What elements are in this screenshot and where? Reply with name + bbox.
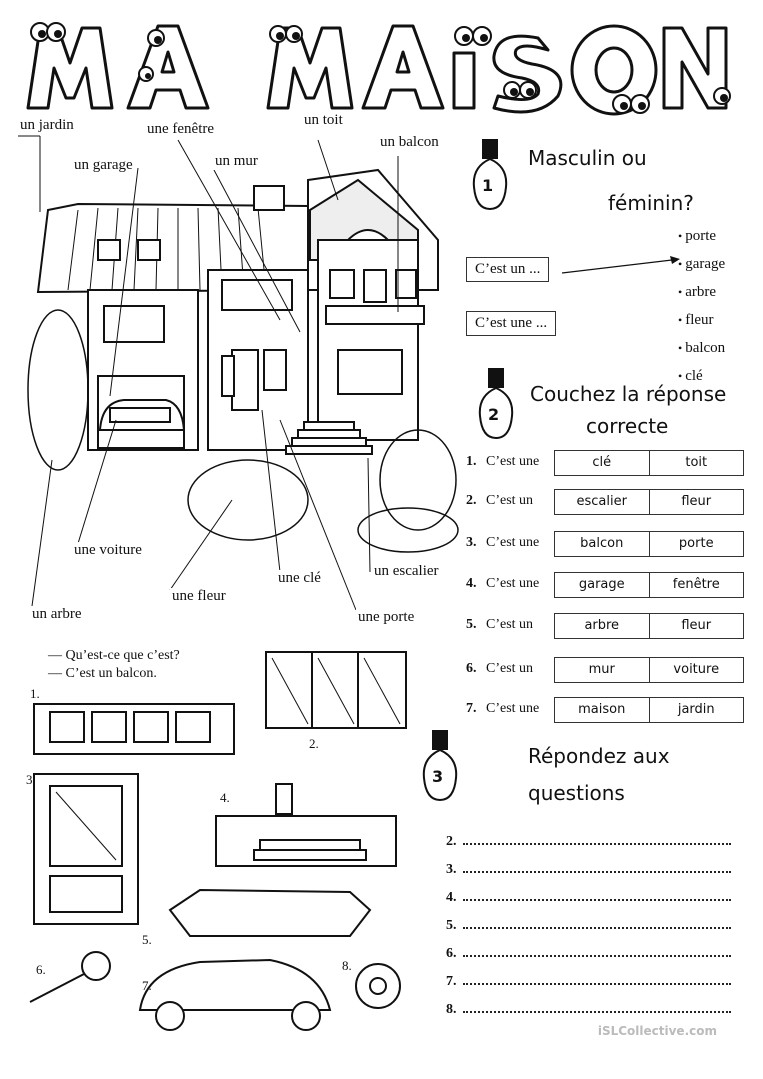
section1-number: 1 (482, 176, 494, 195)
label-toit: un toit (304, 112, 343, 128)
label-mur: un mur (215, 153, 258, 169)
choice-a[interactable]: clé (555, 451, 650, 475)
label-fenetre: une fenêtre (147, 121, 215, 137)
picture-number: 5. (142, 932, 152, 947)
option-cle: • clé (678, 362, 725, 390)
option-porte: • porte (678, 222, 725, 250)
title-text: MA MAISON (379, 68, 387, 69)
choice-a[interactable]: mur (555, 658, 650, 682)
label-arbre: un arbre (32, 606, 82, 622)
label-garage: un garage (74, 157, 133, 173)
answer-line[interactable]: 3. (446, 861, 731, 878)
choice-row: 4. C’est une garage fenêtre (466, 572, 746, 598)
choice-row: 6. C’est un mur voiture (466, 657, 746, 683)
answer-line[interactable]: 2. (446, 833, 731, 850)
label-escalier: un escalier (374, 563, 439, 579)
vocabulary-pictures (20, 640, 420, 1040)
picture-number: 2. (309, 736, 319, 751)
choice-row: 7. C’est une maison jardin (466, 697, 746, 723)
choice-a[interactable]: maison (555, 698, 650, 722)
dialogue-answer: — C’est un balcon. (48, 666, 157, 681)
picture-number: 6. (36, 962, 46, 977)
choice-row: 3. C’est une balcon porte (466, 531, 746, 557)
answer-line[interactable]: 8. (446, 1001, 731, 1018)
choice-a[interactable]: balcon (555, 532, 650, 556)
option-balcon: • balcon (678, 334, 725, 362)
answer-line[interactable]: 7. (446, 973, 731, 990)
choice-b[interactable]: porte (678, 536, 714, 551)
choice-a[interactable]: arbre (555, 614, 650, 638)
answer-line[interactable]: 5. (446, 917, 731, 934)
lightbulb-icon (420, 728, 460, 804)
label-porte: une porte (358, 609, 415, 625)
section3-heading-line2: questions (528, 781, 625, 805)
section1-heading-line1: Masculin ou (528, 146, 647, 170)
choice-b[interactable]: fenêtre (672, 577, 720, 592)
section2-heading-line2: correcte (586, 414, 669, 438)
lightbulb-icon (476, 366, 516, 442)
choice-a[interactable]: escalier (555, 490, 650, 514)
picture-number: 8. (342, 958, 352, 973)
title-bubble-letters (18, 8, 748, 120)
section2-number: 2 (488, 405, 500, 424)
choice-b[interactable]: toit (685, 455, 708, 470)
picture-number: 1. (30, 686, 40, 701)
label-voiture: une voiture (74, 542, 142, 558)
label-fleur: une fleur (172, 588, 226, 604)
answer-line[interactable]: 6. (446, 945, 731, 962)
section3-heading-line1: Répondez aux (528, 744, 670, 768)
choice-row: 5. C’est un arbre fleur (466, 613, 746, 639)
picture-number: 4. (220, 790, 230, 805)
choice-b[interactable]: fleur (681, 618, 712, 633)
choice-a[interactable]: garage (555, 573, 650, 597)
section2-heading-line1: Couchez la réponse (530, 382, 727, 406)
choice-b[interactable]: jardin (677, 702, 715, 717)
section3-number: 3 (432, 767, 444, 786)
option-garage: • garage (678, 250, 725, 278)
label-balcon: un balcon (380, 134, 439, 150)
section1-heading-line2: féminin? (608, 191, 694, 215)
choice-row: 2. C’est un escalier fleur (466, 489, 746, 515)
house-illustration (18, 120, 463, 640)
option-fleur: • fleur (678, 306, 725, 334)
picture-number: 7. (142, 978, 152, 993)
picture-number: 3. (26, 772, 36, 787)
watermark: iSLCollective.com (597, 1024, 717, 1038)
option-arbre: • arbre (678, 278, 725, 306)
choice-b[interactable]: fleur (681, 494, 712, 509)
dialogue-question: — Qu’est-ce que c’est? (48, 648, 180, 663)
choice-row: 1. C’est une clé toit (466, 450, 746, 476)
lightbulb-icon (470, 137, 510, 213)
box-cest-une: C’est une ... (466, 311, 556, 336)
choice-b[interactable]: voiture (673, 662, 720, 677)
box-cest-un: C’est un ... (466, 257, 549, 282)
gender-options-list (678, 222, 725, 390)
label-jardin: un jardin (20, 117, 74, 133)
label-cle: une clé (278, 570, 321, 586)
answer-line[interactable]: 4. (446, 889, 731, 906)
example-arrow (560, 255, 682, 277)
